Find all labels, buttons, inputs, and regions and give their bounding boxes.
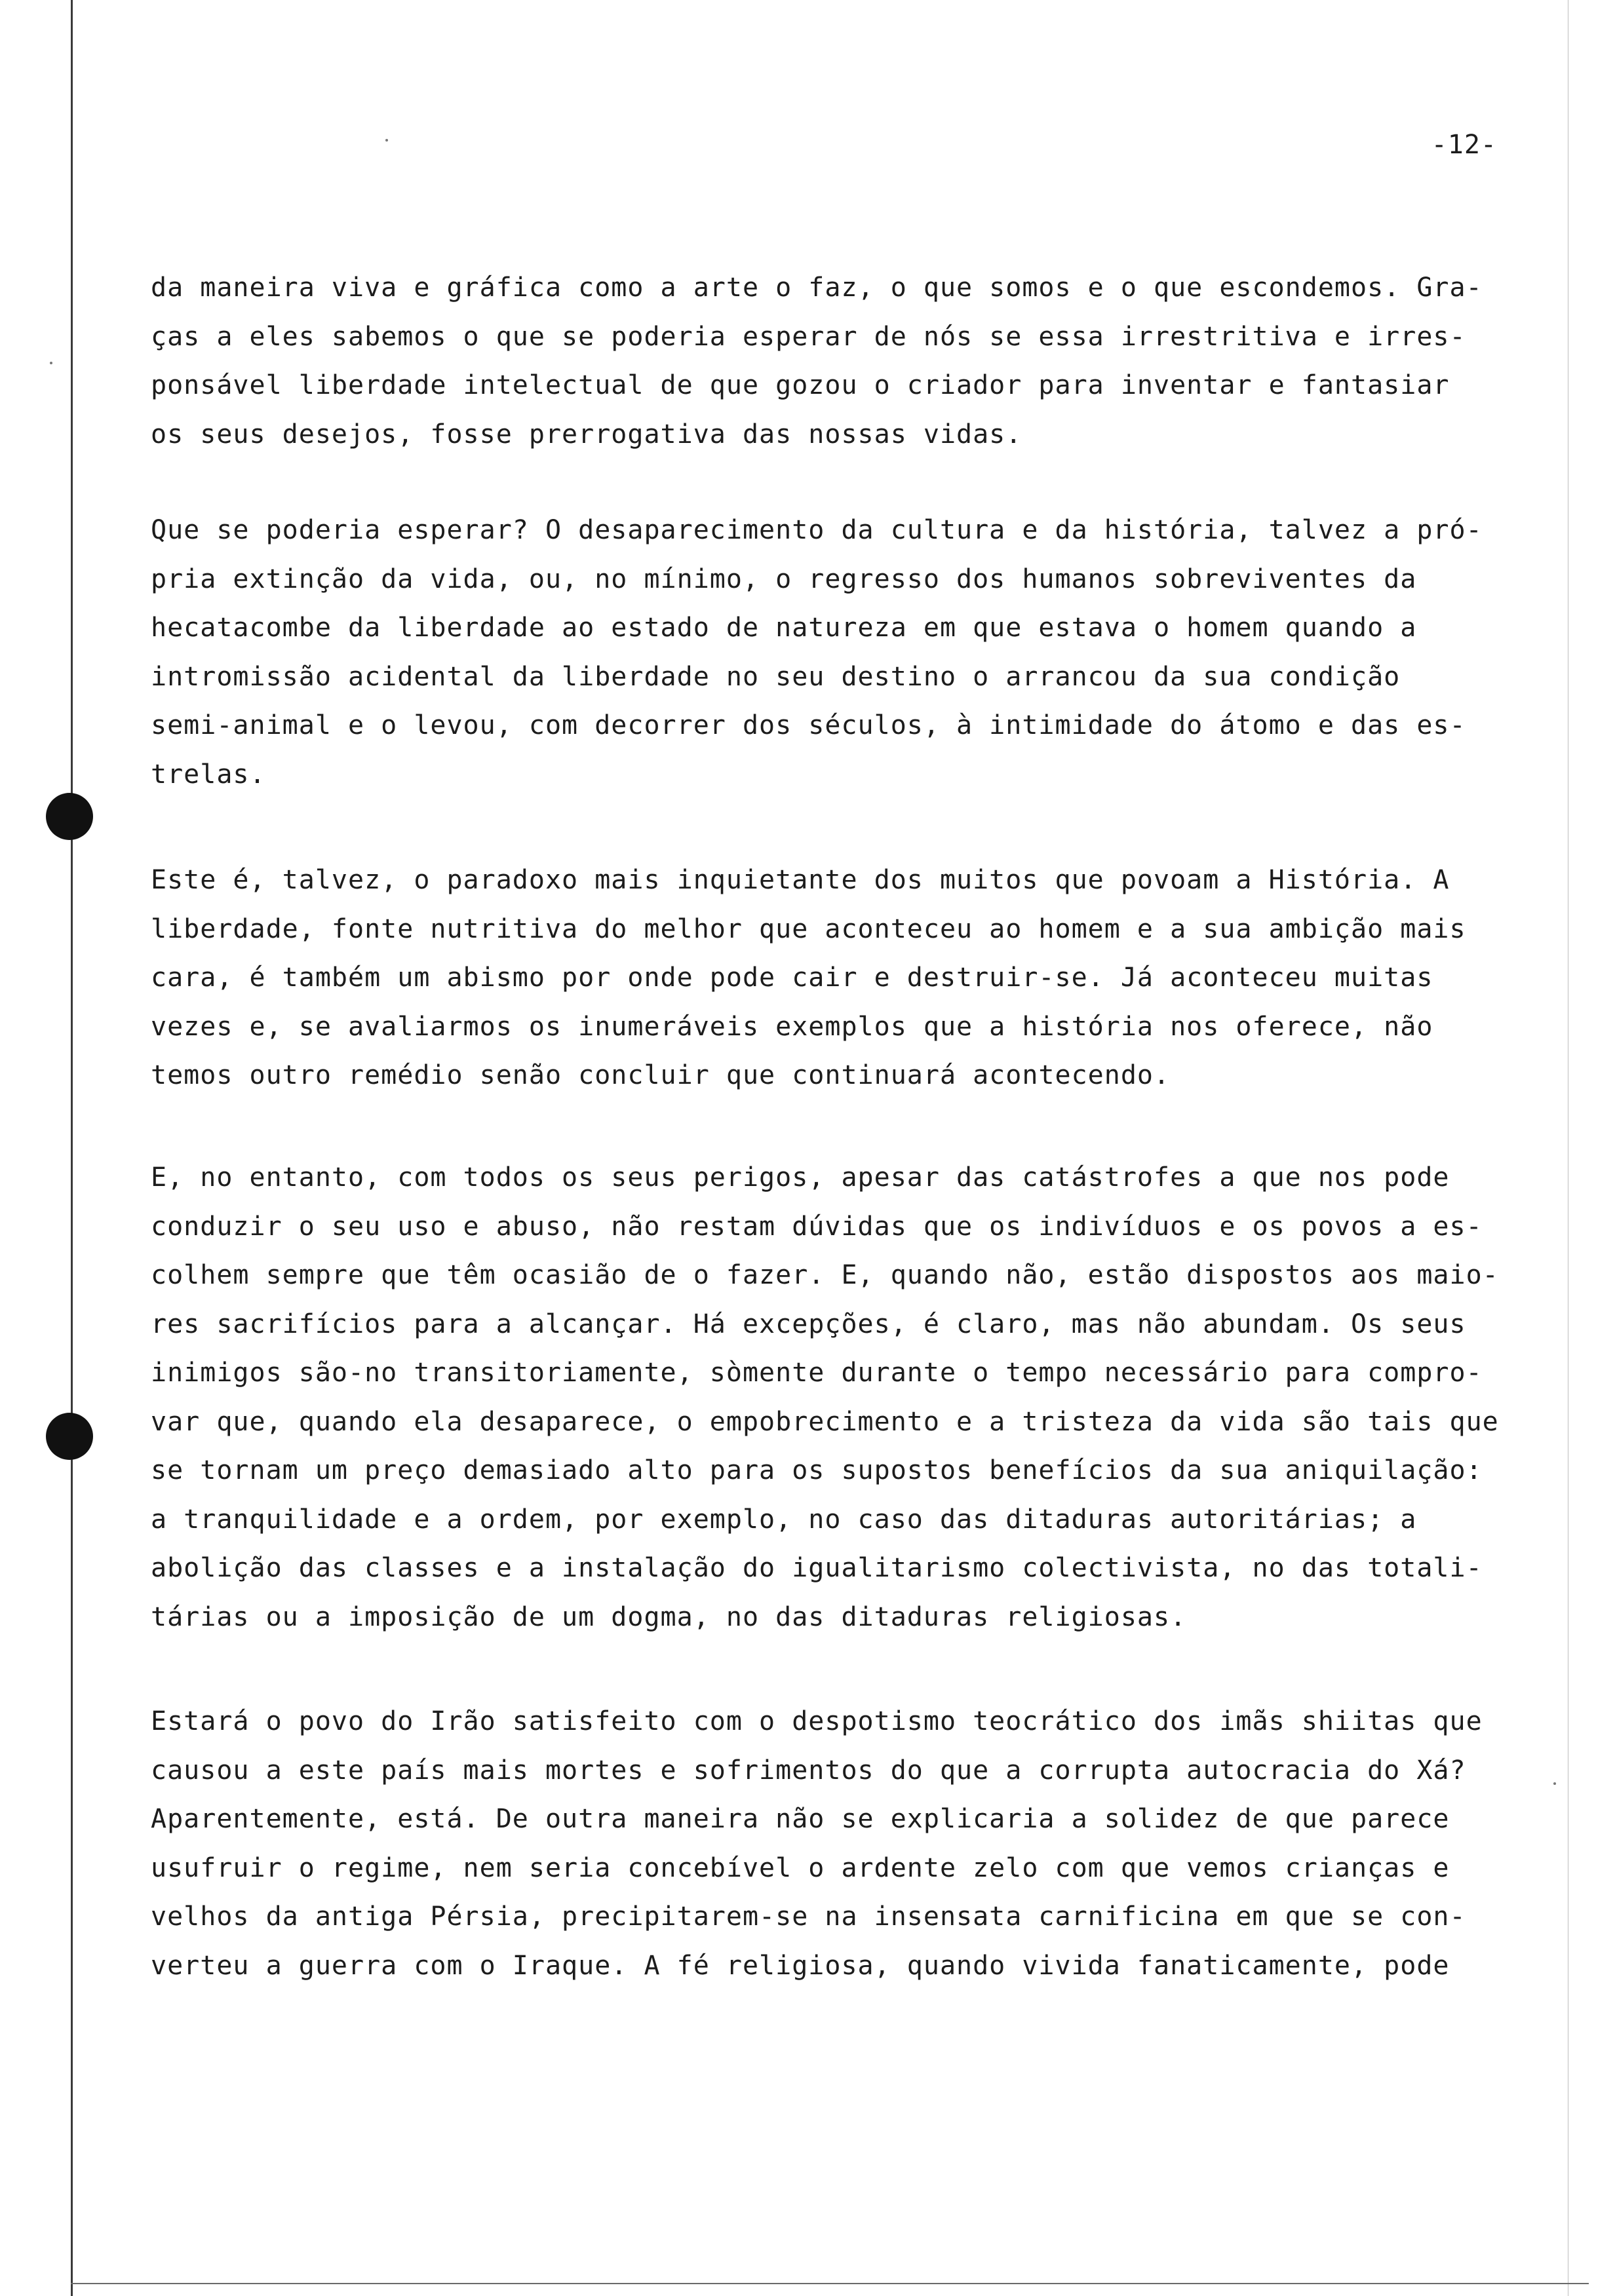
text-line: da maneira viva e gráfica como a arte o faz, o que somos e o que escondemos. Gra- [151, 273, 1483, 303]
punch-hole-bottom [46, 1413, 93, 1460]
text-line: Que se poderia esperar? O desaparecimento da cultura e da história, talvez a pró- [151, 515, 1483, 545]
text-line: pria extinção da vida, ou, no mínimo, o regresso dos humanos sobreviventes da [151, 564, 1417, 594]
page-number: -12- [1431, 130, 1497, 160]
paragraph-4 [151, 1153, 1501, 1641]
paragraph-5 [151, 1697, 1501, 1990]
text-line: res sacrifícios para a alcançar. Há excepções, é claro, mas não abundam. Os seus [151, 1309, 1466, 1339]
text-line: inimigos são-no transitoriamente, sòmente durante o tempo necessário para compro- [151, 1358, 1483, 1388]
text-line: verteu a guerra com o Iraque. A fé religiosa, quando vivida fanaticamente, pode [151, 1950, 1450, 1981]
text-line: E, no entanto, com todos os seus perigos, apesar das catástrofes a que nos pode [151, 1162, 1450, 1193]
text-line: ças a eles sabemos o que se poderia esperar de nós se essa irrestritiva e irres- [151, 321, 1466, 352]
text-line: hecatacombe da liberdade ao estado de natureza em que estava o homem quando a [151, 613, 1417, 643]
text-line: cara, é também um abismo por onde pode cair e destruir-se. Já aconteceu muitas [151, 963, 1433, 993]
text-line: ponsável liberdade intelectual de que gozou o criador para inventar e fantasiar [151, 370, 1450, 400]
text-line: Estará o povo do Irão satisfeito com o despotismo teocrático dos imãs shiitas que [151, 1706, 1483, 1736]
bottom-margin-rule [71, 2283, 1589, 2284]
scan-speck [1553, 1782, 1556, 1785]
text-line: se tornam um preço demasiado alto para os supostos benefícios da sua aniquilação: [151, 1455, 1483, 1485]
text-line: temos outro remédio senão concluir que continuará acontecendo. [151, 1060, 1171, 1090]
text-line: colhem sempre que têm ocasião de o fazer. E, quando não, estão dispostos aos maio- [151, 1260, 1499, 1290]
paragraph-3 [151, 856, 1501, 1100]
text-line: a tranquilidade e a ordem, por exemplo, no caso das ditaduras autoritárias; a [151, 1504, 1417, 1535]
text-line: semi-animal e o levou, com decorrer dos séculos, à intimidade do átomo e das es- [151, 710, 1466, 740]
left-margin-rule [71, 0, 73, 2296]
text-line: Aparentemente, está. De outra maneira não se explicaria a solidez de que parece [151, 1804, 1450, 1834]
text-line: abolição das classes e a instalação do igualitarismo colectivista, no das totali- [151, 1553, 1483, 1583]
paragraph-2 [151, 506, 1501, 799]
text-line: tárias ou a imposição de um dogma, no das ditaduras religiosas. [151, 1601, 1187, 1632]
text-line: causou a este país mais mortes e sofrimentos do que a corrupta autocracia do Xá? [151, 1755, 1466, 1786]
punch-hole-top [46, 793, 93, 840]
scan-speck [385, 139, 388, 142]
text-line: os seus desejos, fosse prerrogativa das nossas vidas. [151, 419, 1022, 450]
paragraph-1 [151, 263, 1501, 459]
text-line: velhos da antiga Pérsia, precipitarem-se na insensata carnificina em que se con- [151, 1902, 1466, 1932]
text-line: conduzir o seu uso e abuso, não restam dúvidas que os indivíduos e os povos a es- [151, 1211, 1483, 1242]
text-line: liberdade, fonte nutritiva do melhor que aconteceu ao homem e a sua ambição mais [151, 913, 1466, 944]
text-line: usufruir o regime, nem seria concebível o ardente zelo com que vemos crianças e [151, 1852, 1450, 1883]
text-line: vezes e, se avaliarmos os inumeráveis exemplos que a história nos oferece, não [151, 1011, 1433, 1042]
text-line: var que, quando ela desaparece, o empobrecimento e a tristeza da vida são tais que [151, 1406, 1499, 1437]
scan-speck [50, 362, 52, 364]
text-line: trelas. [151, 759, 266, 790]
text-line: Este é, talvez, o paradoxo mais inquietante dos muitos que povoam a História. A [151, 865, 1450, 895]
text-line: intromissão acidental da liberdade no seu destino o arrancou da sua condição [151, 661, 1401, 692]
